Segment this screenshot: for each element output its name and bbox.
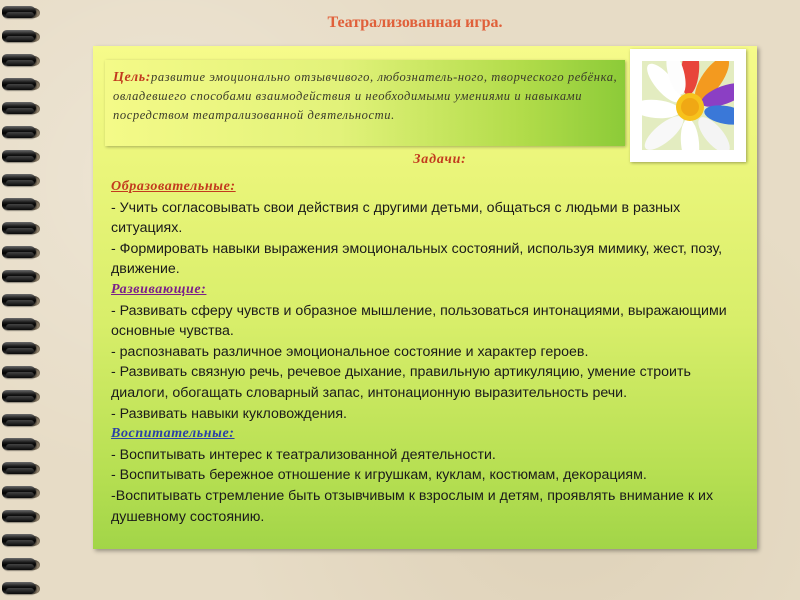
spiral-ring (2, 508, 46, 526)
spiral-ring (2, 388, 46, 406)
content-card (93, 46, 757, 549)
spiral-ring (2, 76, 46, 94)
spiral-ring (2, 436, 46, 454)
list-item: -Воспитывать стремление быть отзывчивым к взрослым и детям, проявлять внимание к их душевному состоянию. (111, 487, 714, 525)
spiral-ring (2, 556, 46, 574)
spiral-ring (2, 220, 46, 238)
list-item: - Развивать связную речь, речевое дыхание, правильную артикуляцию, умение строить диалоги, обогащать словарный запас, интонационную выразительность речи. (111, 364, 691, 401)
section-heading: Образовательные: (111, 179, 236, 194)
goal-text: развитие эмоционально отзывчивого, любознатель-ного, творческого ребёнка, овладевшего способами взаимодействия и необходимыми умениями и навыками посредством театрализованной деятельности. (113, 70, 618, 122)
spiral-ring (2, 580, 46, 598)
spiral-ring (2, 316, 46, 334)
section-educational (111, 177, 747, 280)
goal-text-block (113, 68, 619, 125)
spiral-binding (0, 0, 50, 600)
goal-label: Цель: (113, 70, 151, 85)
spiral-ring (2, 340, 46, 358)
spiral-ring (2, 196, 46, 214)
spiral-ring (2, 148, 46, 166)
spiral-ring (2, 460, 46, 478)
list-item: - Воспитывать интерес к театрализованной деятельности. (111, 446, 496, 463)
section-heading: Развивающие: (111, 281, 207, 297)
spiral-ring (2, 292, 46, 310)
spiral-ring (2, 412, 46, 430)
daisy-flower-icon (642, 61, 734, 150)
goal-box (105, 60, 625, 146)
section-heading: Воспитательные: (111, 426, 235, 442)
spiral-ring (2, 484, 46, 502)
spiral-ring (2, 364, 46, 382)
page-title: Театрализованная игра. (327, 14, 503, 31)
spiral-ring (2, 172, 46, 190)
tasks-content (111, 177, 747, 527)
spiral-ring (2, 268, 46, 286)
list-item: - распознавать различное эмоциональное состояние и характер героев. (111, 343, 589, 360)
list-item: - Развивать сферу чувств и образное мышление, пользоваться интонациями, выражающими основные чувства. (111, 302, 727, 340)
spiral-ring (2, 52, 46, 70)
spiral-ring (2, 244, 46, 262)
list-item: - Воспитывать бережное отношение к игрушкам, куклам, костюмам, декорациям. (111, 467, 647, 484)
spiral-ring (2, 124, 46, 142)
section-upbringing (111, 424, 747, 527)
daisy-photo (630, 49, 746, 162)
list-item: - Развивать навыки кукловождения. (111, 405, 347, 422)
tasks-heading: Задачи: (413, 152, 467, 167)
list-item: - Учить согласовывать свои действия с другими детьми, общаться с людьми в разных ситуациях. (111, 199, 681, 237)
spiral-ring (2, 532, 46, 550)
list-item: - Формировать навыки выражения эмоциональных состояний, используя мимику, жест, позу, движение. (111, 240, 723, 278)
section-developing (111, 280, 747, 424)
spiral-ring (2, 100, 46, 118)
